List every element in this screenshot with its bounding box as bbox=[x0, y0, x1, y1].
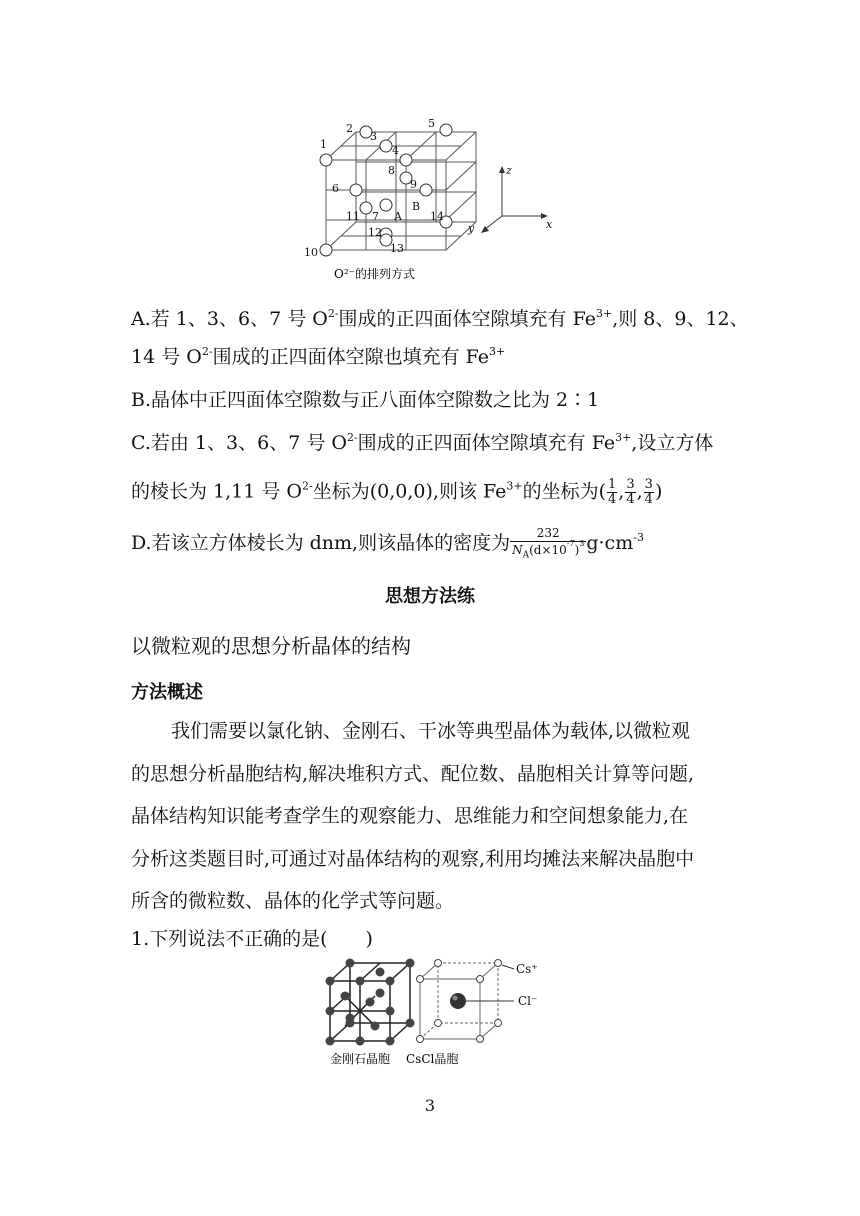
coord-frac-2: $\frac{3}{4}$ bbox=[626, 477, 635, 507]
axis-x-label: x bbox=[546, 218, 553, 231]
num-11: 11 bbox=[346, 210, 360, 223]
crystal-cells-figure bbox=[320, 955, 560, 1070]
num-3: 3 bbox=[370, 130, 377, 143]
atom-7 bbox=[380, 199, 392, 211]
num-4: 4 bbox=[392, 144, 399, 157]
method-heading: 方法概述 bbox=[131, 682, 203, 703]
figure1-caption: O²⁻的排列方式 bbox=[334, 267, 415, 281]
num-13: 13 bbox=[390, 242, 404, 255]
atom-9 bbox=[420, 184, 432, 196]
paragraph-line-1: 我们需要以氯化钠、金刚石、干冰等典型晶体为载体,以微粒观 bbox=[171, 720, 691, 742]
paragraph-line-5: 所含的微粒数、晶体的化学式等问题。 bbox=[131, 890, 455, 912]
num-9: 9 bbox=[410, 178, 417, 191]
page-number: 3 bbox=[424, 1096, 436, 1115]
label-b: B bbox=[412, 200, 421, 213]
option-d: D.若该立方体棱长为 dnm,则该晶体的密度为 $\frac{232}{N_A(d\times 10^{-7})^3}$ $g\cdot cm^{-3}$ bbox=[131, 525, 644, 563]
option-b: B.晶体中正四面体空隙数与正八面体空隙数之比为 2∶1 bbox=[131, 389, 600, 411]
atom-6 bbox=[350, 184, 362, 196]
density-fraction: $\frac{232}{N_A(d\times 10^{-7})^3}$ bbox=[512, 526, 585, 561]
option-c-line1: C.若由 1、3、6、7 号 $O^{2-}$围成的正四面体空隙填充有 $Fe^{3+}$,设立方体 bbox=[131, 431, 714, 454]
num-6: 6 bbox=[332, 182, 339, 195]
cl-label: Cl⁻ bbox=[518, 994, 538, 1008]
cscl-caption: CsCl晶胞 bbox=[406, 1052, 459, 1066]
diamond-caption: 金刚石晶胞 bbox=[330, 1052, 391, 1066]
coord-frac-3: $\frac{3}{4}$ bbox=[644, 477, 653, 507]
paragraph-line-3: 晶体结构知识能考查学生的观察能力、思维能力和空间想象能力,在 bbox=[131, 805, 689, 827]
num-2: 2 bbox=[346, 122, 353, 135]
section-title: 思想方法练 bbox=[385, 586, 475, 607]
atom-5 bbox=[440, 124, 452, 136]
atom-10 bbox=[320, 244, 332, 256]
atom-3 bbox=[380, 140, 392, 152]
cs-label: Cs⁺ bbox=[516, 962, 538, 976]
o2-arrangement-figure bbox=[300, 112, 570, 292]
num-1: 1 bbox=[320, 138, 327, 151]
atom-4 bbox=[400, 154, 412, 166]
axis-y-label: y bbox=[468, 222, 475, 235]
subtitle: 以微粒观的思想分析晶体的结构 bbox=[131, 634, 411, 658]
axis-z-label: z bbox=[506, 164, 512, 177]
atom-11 bbox=[360, 202, 372, 214]
coord-frac-1: $\frac{1}{4}$ bbox=[608, 477, 617, 507]
option-a-line1: A.若 1、3、6、7 号 $O^{2-}$围成的正四面体空隙填充有 $Fe^{3+}$,则 8、9、12、 bbox=[131, 307, 749, 330]
question-1: 1.下列说法不正确的是( ) bbox=[131, 928, 373, 950]
paragraph-line-2: 的思想分析晶胞结构,解决堆积方式、配位数、晶胞相关计算等问题, bbox=[131, 763, 695, 785]
num-12: 12 bbox=[368, 226, 382, 239]
num-7: 7 bbox=[372, 210, 379, 223]
atom-1 bbox=[320, 154, 332, 166]
num-10: 10 bbox=[304, 246, 318, 259]
num-8: 8 bbox=[388, 164, 395, 177]
option-a-line2: 14 号 $O^{2-}$围成的正四面体空隙也填充有 $Fe^{3+}$ bbox=[131, 345, 506, 368]
num-5: 5 bbox=[428, 117, 435, 130]
option-c-line2: 的棱长为 1,11 号 $O^{2-}$坐标为(0,0,0),则该 $Fe^{3+}$的坐标为( $\frac{1}{4}$ , $\frac{3}{4}$ , $\frac{3}{4}$ ) bbox=[131, 477, 663, 507]
num-14: 14 bbox=[430, 210, 444, 223]
paragraph-line-4: 分析这类题目时,可通过对晶体结构的观察,利用均摊法来解决晶胞中 bbox=[131, 848, 695, 870]
label-a: A bbox=[394, 210, 402, 223]
